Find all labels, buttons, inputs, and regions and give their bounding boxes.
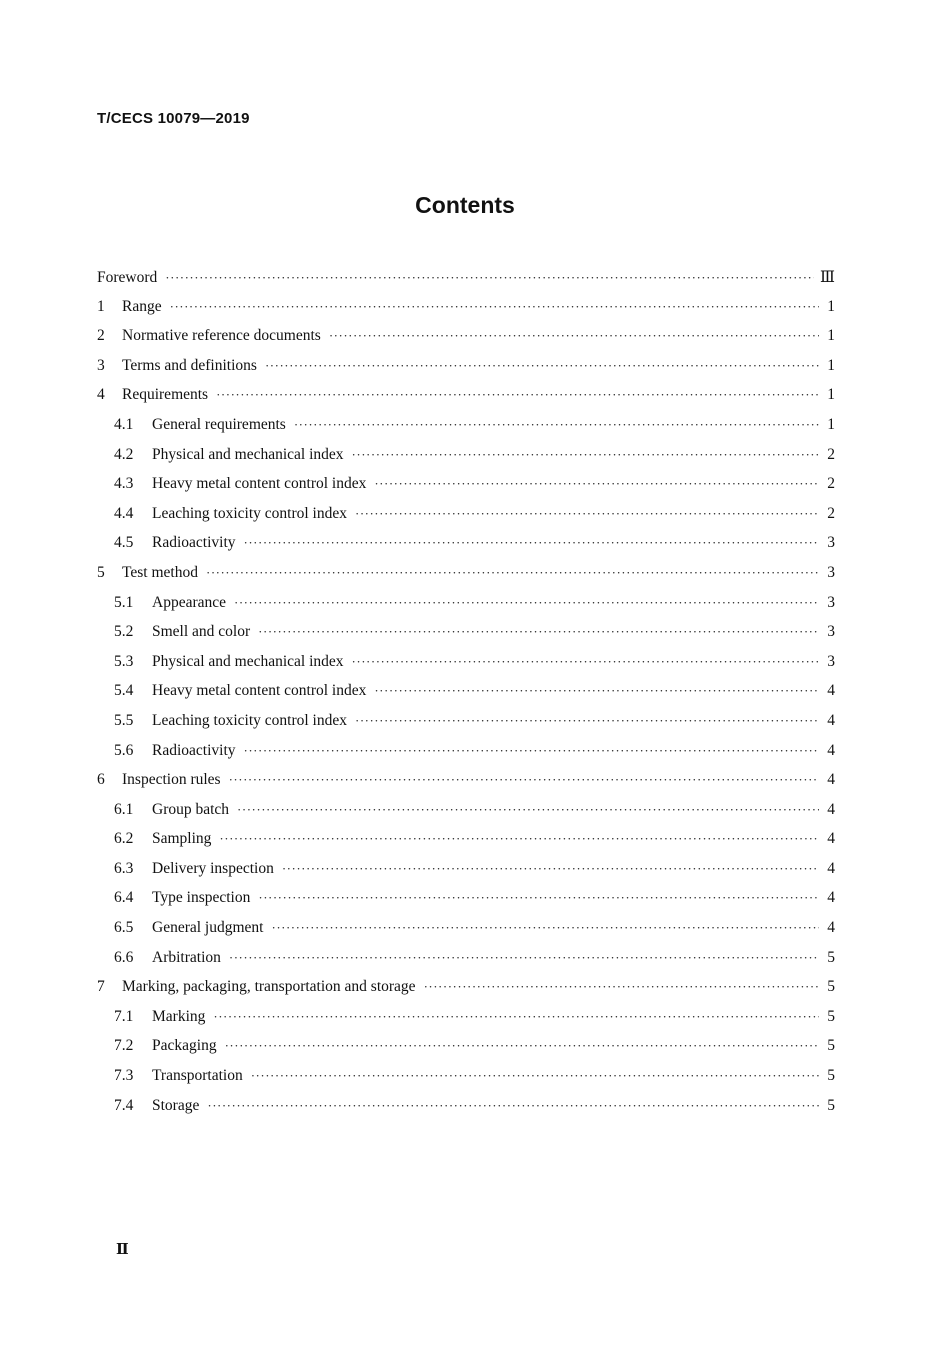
- toc-leader-dots: [234, 595, 819, 611]
- toc-entry-number: 5.4: [114, 682, 134, 700]
- toc-entry-page: 2: [827, 504, 835, 522]
- toc-leader-dots: [237, 802, 819, 818]
- toc-entry-label: Marking, packaging, transportation and storage: [122, 978, 416, 996]
- toc-entry-page: 5: [827, 1007, 835, 1025]
- toc-leader-dots: [207, 1098, 819, 1114]
- toc-entry-number: 4.3: [114, 475, 134, 493]
- toc-entry-page: 4: [827, 682, 835, 700]
- toc-entry-label: Requirements: [122, 386, 209, 404]
- toc-leader-dots: [374, 683, 819, 699]
- toc-entry-page: 4: [827, 800, 835, 818]
- toc-entry-label: Arbitration: [152, 948, 221, 966]
- toc-entry-page: 5: [827, 948, 835, 966]
- toc-entry-page: 3: [827, 652, 835, 670]
- toc-entry-number: 7.1: [114, 1007, 134, 1025]
- toc-entry-label: Heavy metal content control index: [152, 475, 367, 493]
- toc-leader-dots: [219, 831, 819, 847]
- toc-entry[interactable]: [97, 564, 835, 594]
- toc-entry-label: Type inspection: [152, 889, 251, 907]
- toc-leader-dots: [355, 506, 819, 522]
- toc-entry-page: 5: [827, 1037, 835, 1055]
- toc-entry-label: Inspection rules: [122, 771, 221, 789]
- standard-code: T/CECS 10079—2019: [97, 110, 250, 127]
- toc-leader-dots: [258, 890, 819, 906]
- toc-leader-dots: [271, 920, 819, 936]
- toc-entry-number: 4.2: [114, 445, 134, 463]
- toc-entry-number: 7: [97, 978, 105, 996]
- toc-leader-dots: [251, 1068, 819, 1084]
- toc-entry-label: Smell and color: [152, 623, 251, 641]
- toc-leader-dots: [355, 713, 819, 729]
- toc-entry-label: Marking: [152, 1007, 206, 1025]
- toc-entry-label: Transportation: [152, 1067, 243, 1085]
- toc-entry[interactable]: [97, 505, 835, 535]
- toc-entry-label: Test method: [122, 563, 198, 581]
- toc-entry-label: Packaging: [152, 1037, 217, 1055]
- toc-entry-label: General judgment: [152, 919, 264, 937]
- toc-entry-number: 5.6: [114, 741, 134, 759]
- toc-entry-label: Radioactivity: [152, 741, 236, 759]
- toc-entry[interactable]: [97, 298, 835, 328]
- page-number: Ⅱ: [116, 1242, 129, 1258]
- toc-entry-label: Storage: [152, 1096, 200, 1114]
- toc-entry-label: Leaching toxicity control index: [152, 504, 347, 522]
- toc-entry[interactable]: [97, 889, 835, 919]
- toc-leader-dots: [294, 417, 819, 433]
- toc-entry[interactable]: [97, 978, 835, 1008]
- toc-leader-dots: [213, 1009, 819, 1025]
- toc-entry-number: 3: [97, 356, 105, 374]
- toc-entry[interactable]: [97, 949, 835, 979]
- toc-leader-dots: [424, 979, 819, 995]
- toc-entry-label: Appearance: [152, 593, 227, 611]
- toc-leader-dots: [170, 299, 819, 315]
- page-title: Contents: [415, 192, 515, 218]
- toc-entry[interactable]: [97, 475, 835, 505]
- toc-entry[interactable]: [97, 860, 835, 890]
- toc-entry-label: Physical and mechanical index: [152, 652, 344, 670]
- table-of-contents: [97, 268, 835, 1126]
- toc-entry-number: 4: [97, 386, 105, 404]
- toc-entry-number: 2: [97, 327, 105, 345]
- toc-leader-dots: [352, 654, 819, 670]
- toc-entry-label: Physical and mechanical index: [152, 445, 344, 463]
- toc-leader-dots: [206, 565, 819, 581]
- toc-entry[interactable]: [97, 919, 835, 949]
- toc-entry-page: 1: [827, 327, 835, 345]
- toc-leader-dots: [229, 772, 819, 788]
- toc-entry[interactable]: [97, 268, 835, 298]
- toc-entry-label: Heavy metal content control index: [152, 682, 367, 700]
- toc-entry-number: 5.1: [114, 593, 134, 611]
- toc-entry-page: 4: [827, 859, 835, 877]
- toc-entry-page: 4: [827, 741, 835, 759]
- toc-entry-page: 4: [827, 771, 835, 789]
- toc-entry-page: 4: [827, 711, 835, 729]
- toc-leader-dots: [352, 447, 819, 463]
- toc-entry-page: 3: [827, 534, 835, 552]
- toc-entry[interactable]: [97, 742, 835, 772]
- toc-entry[interactable]: [97, 1097, 835, 1127]
- toc-entry-label: Radioactivity: [152, 534, 236, 552]
- toc-entry[interactable]: [97, 801, 835, 831]
- toc-entry-number: 4.4: [114, 504, 134, 522]
- toc-entry-page: 3: [827, 593, 835, 611]
- toc-leader-dots: [244, 535, 819, 551]
- toc-leader-dots: [165, 270, 814, 286]
- toc-leader-dots: [216, 387, 819, 403]
- toc-entry[interactable]: [97, 1008, 835, 1038]
- toc-entry-number: 6.5: [114, 919, 134, 937]
- toc-leader-dots: [374, 476, 819, 492]
- toc-entry-page: Ⅲ: [820, 269, 835, 286]
- toc-entry-label: General requirements: [152, 415, 286, 433]
- toc-entry-label: Terms and definitions: [122, 356, 257, 374]
- toc-entry[interactable]: [97, 682, 835, 712]
- toc-entry-page: 1: [827, 356, 835, 374]
- toc-entry[interactable]: [97, 653, 835, 683]
- toc-entry-number: 5.2: [114, 623, 134, 641]
- toc-entry-label: Normative reference documents: [122, 327, 321, 345]
- toc-leader-dots: [225, 1038, 819, 1054]
- toc-entry[interactable]: [97, 623, 835, 653]
- toc-entry-number: 7.4: [114, 1096, 134, 1114]
- toc-entry[interactable]: [97, 771, 835, 801]
- toc-entry-page: 5: [827, 1067, 835, 1085]
- toc-entry-number: 6.1: [114, 800, 134, 818]
- toc-leader-dots: [265, 358, 819, 374]
- toc-entry[interactable]: [97, 1037, 835, 1067]
- toc-entry[interactable]: [97, 327, 835, 357]
- toc-entry-page: 2: [827, 445, 835, 463]
- toc-entry-page: 3: [827, 563, 835, 581]
- toc-entry-number: 6.6: [114, 948, 134, 966]
- toc-entry-number: 5: [97, 563, 105, 581]
- toc-entry-label: Sampling: [152, 830, 212, 848]
- toc-entry-number: 6.2: [114, 830, 134, 848]
- toc-entry-page: 4: [827, 919, 835, 937]
- toc-entry-page: 5: [827, 978, 835, 996]
- toc-entry-page: 5: [827, 1096, 835, 1114]
- toc-leader-dots: [282, 861, 819, 877]
- toc-entry[interactable]: [97, 446, 835, 476]
- toc-entry[interactable]: [97, 712, 835, 742]
- toc-entry-number: 7.2: [114, 1037, 134, 1055]
- toc-leader-dots: [258, 624, 819, 640]
- toc-entry-label: Range: [122, 297, 162, 315]
- toc-entry-number: 4.1: [114, 415, 134, 433]
- toc-entry-page: 1: [827, 386, 835, 404]
- toc-entry[interactable]: [97, 594, 835, 624]
- toc-entry-number: 5.3: [114, 652, 134, 670]
- toc-entry-page: 4: [827, 830, 835, 848]
- toc-entry-label: Foreword: [97, 269, 158, 286]
- toc-entry[interactable]: [97, 357, 835, 387]
- toc-entry[interactable]: [97, 1067, 835, 1097]
- toc-entry-page: 1: [827, 415, 835, 433]
- toc-entry-label: Group batch: [152, 800, 230, 818]
- toc-entry-page: 4: [827, 889, 835, 907]
- toc-entry-number: 4.5: [114, 534, 134, 552]
- toc-leader-dots: [229, 950, 819, 966]
- toc-entry-number: 5.5: [114, 711, 134, 729]
- toc-entry[interactable]: [97, 534, 835, 564]
- toc-entry[interactable]: [97, 830, 835, 860]
- toc-entry-label: Leaching toxicity control index: [152, 711, 347, 729]
- toc-entry-number: 1: [97, 297, 105, 315]
- toc-entry-number: 6.4: [114, 889, 134, 907]
- toc-entry[interactable]: [97, 416, 835, 446]
- toc-entry-number: 7.3: [114, 1067, 134, 1085]
- toc-entry-label: Delivery inspection: [152, 859, 274, 877]
- toc-entry-number: 6.3: [114, 859, 134, 877]
- toc-leader-dots: [329, 328, 819, 344]
- toc-leader-dots: [244, 743, 819, 759]
- toc-entry-page: 3: [827, 623, 835, 641]
- toc-entry-page: 1: [827, 297, 835, 315]
- toc-entry-number: 6: [97, 771, 105, 789]
- toc-entry-page: 2: [827, 475, 835, 493]
- toc-entry[interactable]: [97, 386, 835, 416]
